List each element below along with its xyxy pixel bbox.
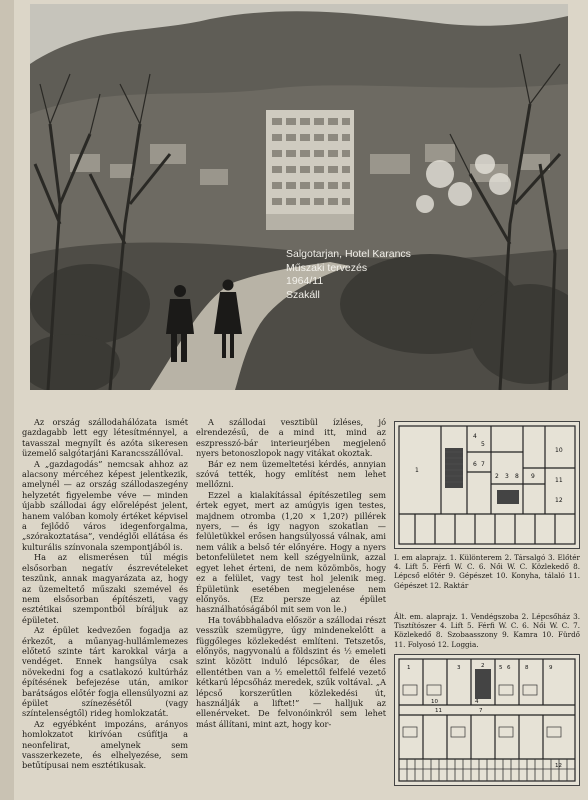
typical-floor-plan-drawing (395, 655, 579, 785)
plan2-label: 9 (549, 665, 553, 671)
plan2-label: 5 (499, 665, 503, 671)
plan1-label: 8 (515, 473, 519, 480)
paragraph: A „gazdagodás” nemcsak ahhoz az alacsony mércéhez képest jelentkezik, amelynél — az ország szállodaszegény helyzetét figyelembe véve — minden újabb szállodai ágy előrelépést jelent, hanem valóban komoly értéket képvisel a fejlődő város idegenforgalma, „szórakoztatása”, vendéglői ellátása és kulturális színvonala szempontjából is. (22, 458, 188, 552)
hotel-photo (30, 4, 568, 390)
caption-line-design: Műszaki tervezés (286, 261, 368, 274)
article-column-middle (196, 417, 386, 729)
caption-line-author: Szakáll (286, 288, 320, 301)
paragraph: Ha az elismerésen túl mégis elsősorban negatív észrevételeket teszünk, annak magyarázata az, hogy az üzemeltető műszaki szemével és nem elsősorban építészeti, vagy esztétikai szempontból bíráljuk az épületet. (22, 552, 188, 625)
plan1-label: 1 (415, 467, 419, 474)
first-floor-plan-drawing (395, 422, 579, 548)
plan2-label: 1 (407, 665, 411, 671)
paragraph: A szállodai vesztibül ízléses, jó elrendezésű, de a mind itt, mind az eszpresszó-bár interieurjében megjelenő nyers betonoszlopok nagy vitákat okoztak. (196, 417, 386, 459)
plan2-label: 2 (481, 663, 485, 669)
plan2-label: 6 (507, 665, 511, 671)
plan1-label: 5 (481, 441, 485, 448)
page-gutter (0, 0, 14, 800)
paragraph: Ezzel a kialakítással építészetileg sem értek egyet, mert az amúgyis igen testes, majdnem otromba (1,20 × 1,20?) pillérek nyers, — és igy nagyon szokatlan — felületükkel erősen hangsúlyossá válnak, ami nem válik a belső tér előnyére. Hogy a nyers betonfelületet nem kell szégyelnünk, azzal egyet lehet érteni, de nem közömbös, hogy ez a felület, vagy test hol jelenik meg. Épületünk esetében megjelenése nem előnyös. (Ez persze az épület használhatóságából mit sem von le.) (196, 489, 386, 615)
plan2-label: 10 (431, 699, 438, 705)
plan2-label: 4 (475, 699, 479, 705)
plan2-label: 11 (435, 708, 442, 714)
plan1-label: 10 (555, 447, 563, 454)
typical-floor-plan (394, 654, 580, 786)
plan1-label: 3 (505, 473, 509, 480)
plan1-label: 7 (481, 461, 485, 468)
plan2-label: 3 (457, 665, 461, 671)
plan1-label: 9 (531, 473, 535, 480)
caption-line-title: Salgotarjan, Hotel Karancs (286, 248, 411, 260)
paragraph: Ha továbbhaladva először a szállodai részt vesszük szemügyre, úgy mindenekelőtt a függőleges közlekedést említeni. Tetszetős, előnyös, nagyvonalú a földszint és ½ emeleti szint között induló lépcsőkar, de éles ellentétben van a ½ emelettől felfelé vezető kétkarú lépcsőház meredek, szűk voltával. „A lépcső korszerűtlen közlekedési út, használják a liftet!” — halljuk az ellenérveket. De felvonóinkról sem lehet mást állítani, mint azt, hogy kor- (196, 614, 386, 729)
plan1-label: 4 (473, 433, 477, 440)
first-floor-caption: I. em alaprajz. 1. Különterem 2. Társalgó 3. Előtér 4. Lift 5. Férfi W. C. 6. Női W. C. Közlekedő 8. Lépcső előtér 9. Gépészet 10. Konyha, tálaló 11. Gépészet 12. Raktár (394, 553, 580, 590)
plan1-label: 6 (473, 461, 477, 468)
paragraph: Az egyébként impozáns, arányos homlokzatot kirívóan csúfítja a neonfelirat, amelynek sem vasszerkezete, és elhelyezése, sem betűtípusai nem esztétikusak. (22, 718, 188, 771)
paragraph: Bár ez nem üzemeltetési kérdés, annyian szóvá tették, hogy említést nem lehet mellőzni. (196, 458, 386, 490)
caption-line-date: 1964/11 (286, 275, 324, 287)
first-floor-plan (394, 421, 580, 549)
plan1-label: 11 (555, 477, 563, 484)
photo-caption (286, 248, 411, 302)
plan1-label: 12 (555, 497, 563, 504)
plan1-label: 2 (495, 473, 499, 480)
typical-floor-caption: Ált. em. alaprajz. 1. Vendégszoba 2. Lépcsőház 3. Tisztítószer 4. Lift 5. Férfi W. C. 6. Női W. C. 7. Közlekedő 8. Szobaasszony 9. Kamra 10. Fürdő 11. Folyosó 12. Loggia. (394, 612, 580, 649)
plan2-label: 8 (525, 665, 529, 671)
plan2-label: 7 (479, 708, 483, 714)
hotel-photo-illustration (30, 4, 568, 390)
paragraph: Az ország szállodahálózata ismét gazdagabb lett egy létesítménnyel, a tavasszal megnyílt és azóta sikeresen üzemelő salgótarjáni Karancsszállóval. (22, 417, 188, 459)
plan2-label: 12 (555, 763, 562, 769)
paragraph: Az épület kedvezően fogadja az érkezőt, a műanyag-hullámlemezes előtető szinte tárt karokkal várja a vendéget. Ennek hangsúlya csak növekedni fog a csatlakozó kultúrház építésének befejezése után, amikor barátságos előtér fogja ellensúlyozni az épület színezésétől (vagy színtelenségtől) rideg homlokzatát. (22, 625, 188, 719)
article-column-left (22, 417, 188, 771)
